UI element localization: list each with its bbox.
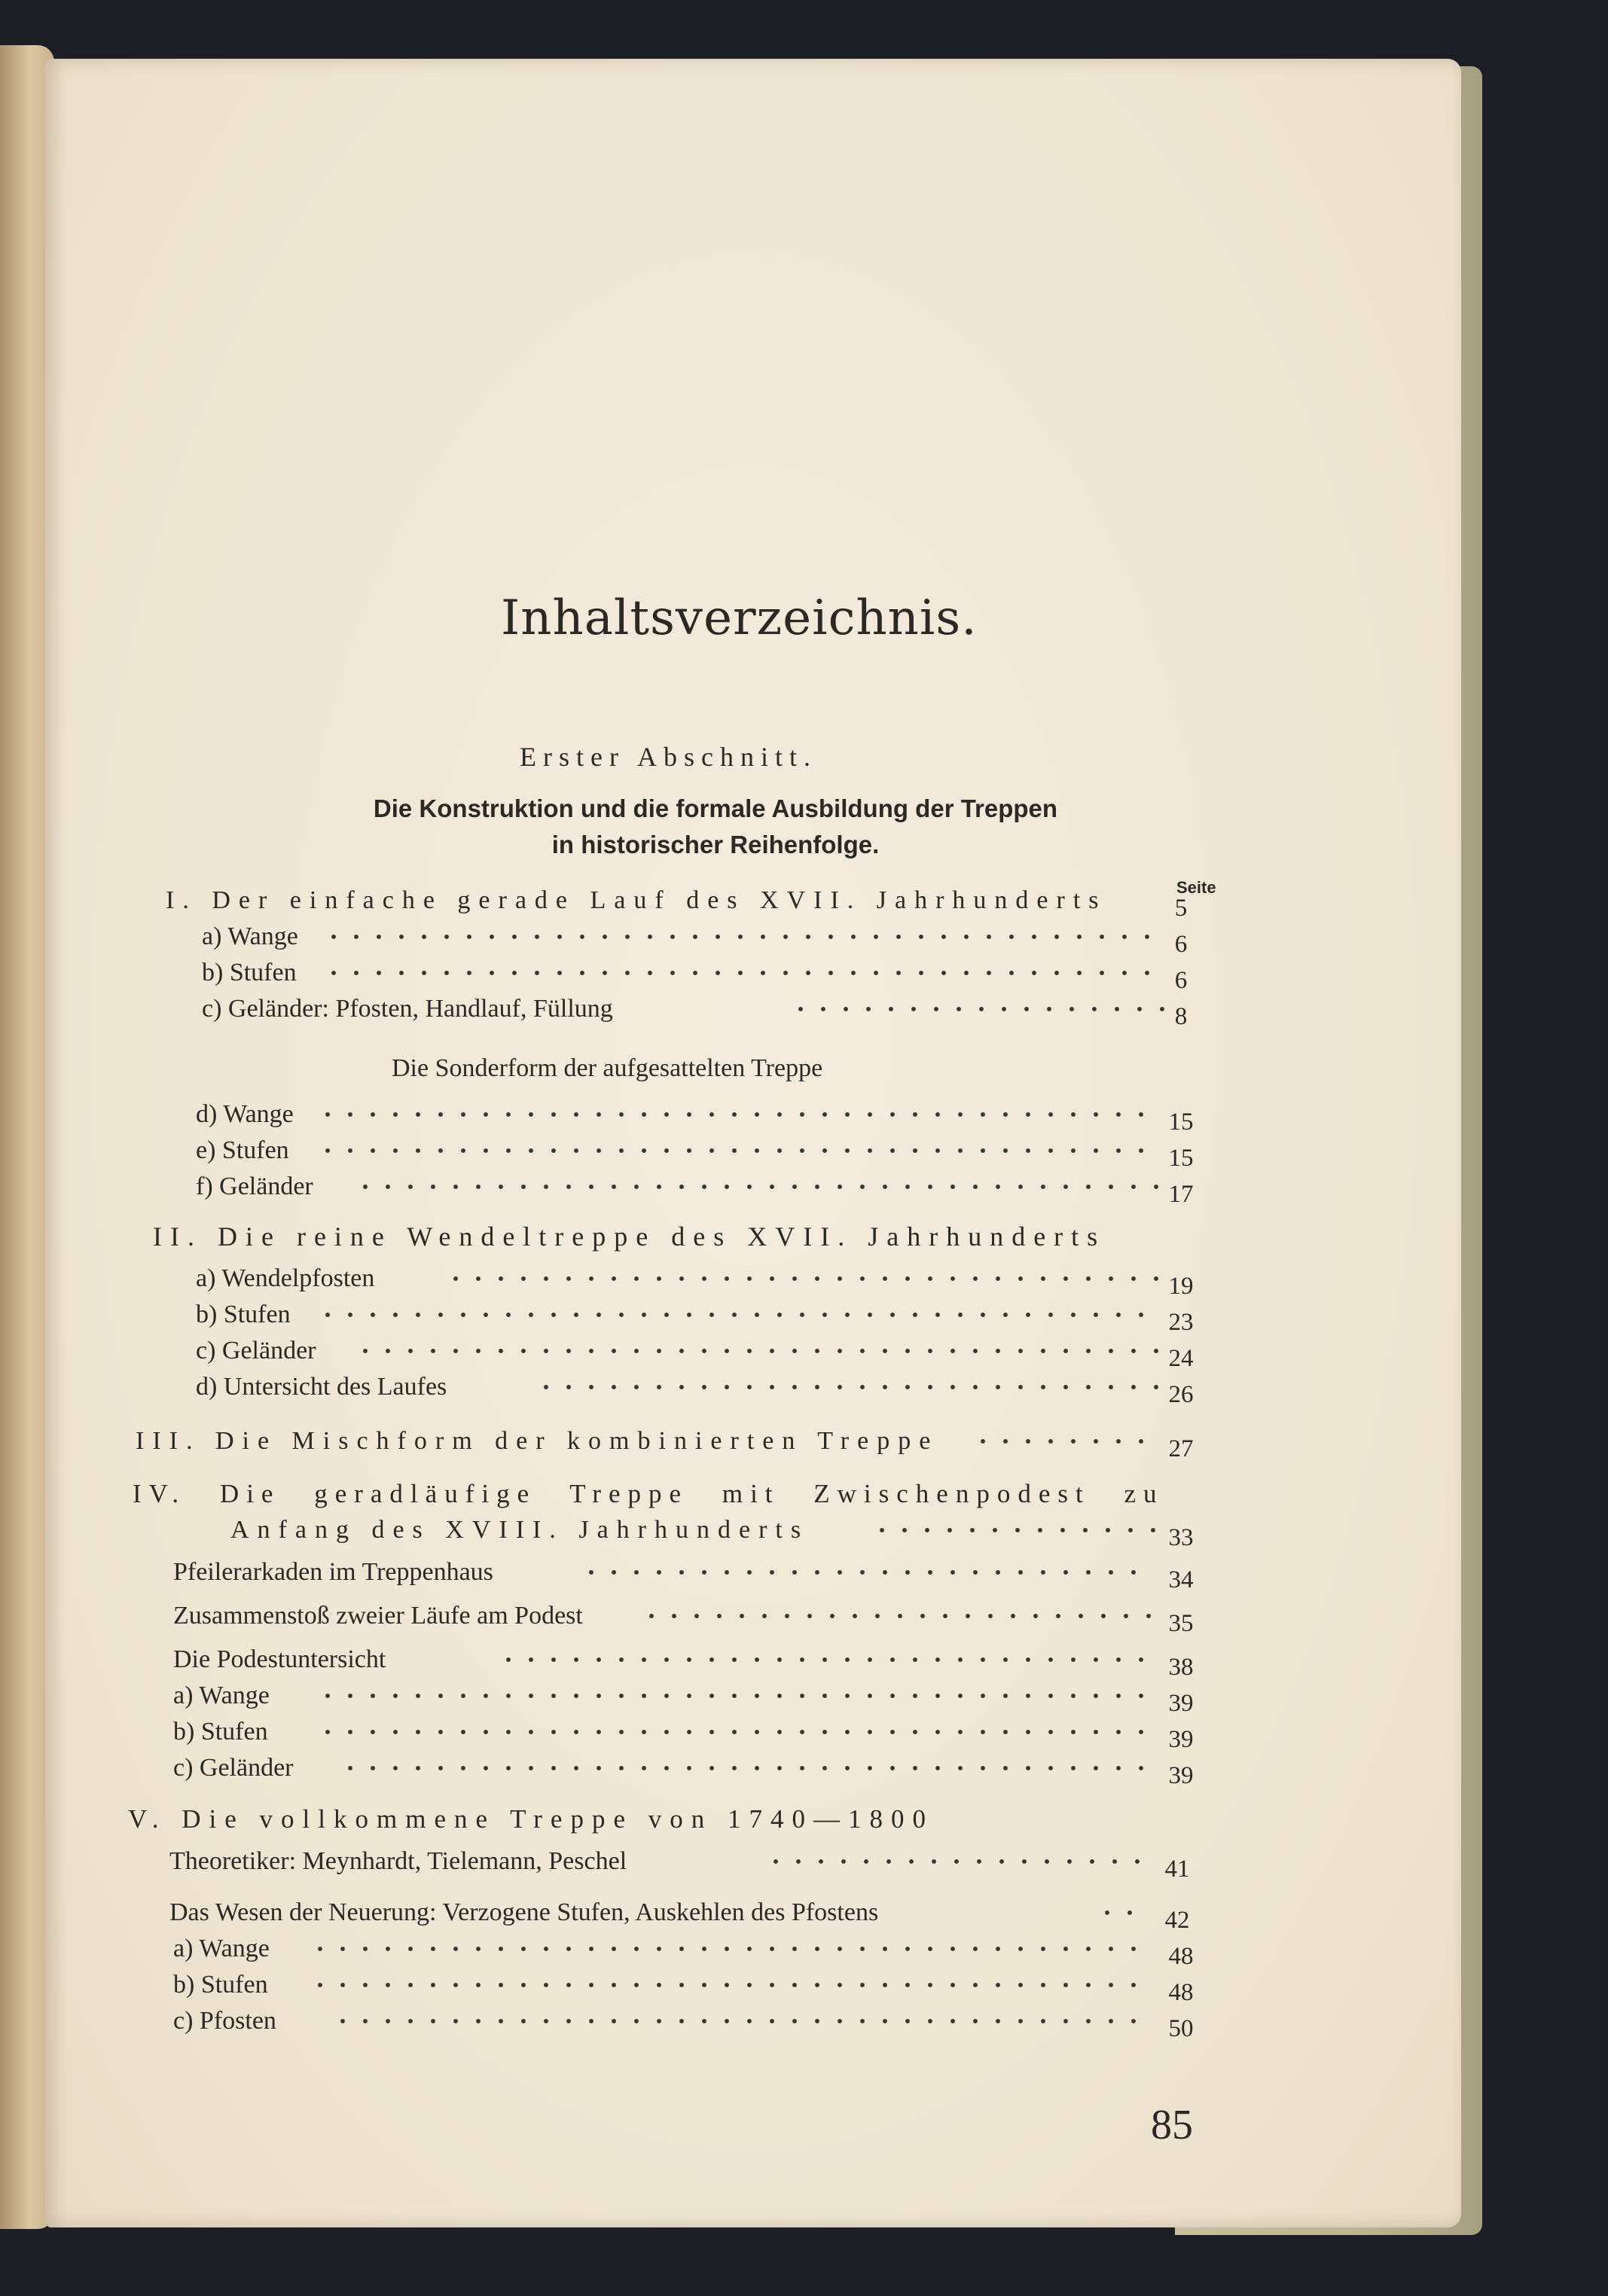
toc-entry — [196, 1333, 1198, 1372]
toc-entry-label: I. Der einfache gerade Lauf des XVII. Jahrhunderts — [166, 886, 1107, 914]
toc-entry-page: 35 — [1168, 1610, 1194, 1637]
toc-entry-label: III. Die Mischform der kombinierten Treppe — [136, 1427, 939, 1455]
toc-entry-page: 5 — [1174, 895, 1188, 922]
toc-entry-label: a) Wange — [173, 1682, 270, 1709]
toc-entry-label: Die Podestuntersicht — [173, 1645, 386, 1673]
toc-entry-page: 27 — [1168, 1435, 1194, 1462]
toc-entry-label: d) Wange — [196, 1100, 294, 1128]
toc-entry — [173, 1967, 1198, 2006]
leader-dots — [339, 1756, 1152, 1780]
toc-entry-page: 34 — [1168, 1566, 1194, 1593]
toc-entry-page: 39 — [1168, 1762, 1194, 1789]
toc-entry-page: 39 — [1168, 1690, 1194, 1717]
book-page — [45, 59, 1461, 2227]
leader-dots — [764, 1849, 1141, 1874]
toc-entry-page: 19 — [1168, 1273, 1194, 1300]
section-subtitle — [271, 791, 1160, 863]
toc-entry-label: c) Geländer — [173, 1754, 294, 1782]
toc-entry-page: 50 — [1168, 2015, 1194, 2042]
page-number: 85 — [1151, 2102, 1193, 2148]
toc-entry-label: Theoretiker: Meynhardt, Tielemann, Peschel — [169, 1847, 627, 1875]
toc-entry-page: 41 — [1164, 1855, 1190, 1883]
toc-entry — [173, 1931, 1198, 1970]
toc-entry-page: 48 — [1168, 1979, 1194, 2006]
leader-dots — [535, 1375, 1160, 1399]
leader-dots — [354, 1175, 1160, 1199]
leader-dots — [316, 1720, 1152, 1744]
leader-dots — [789, 997, 1166, 1021]
leader-dots — [316, 1102, 1160, 1127]
toc-entry-page: 48 — [1168, 1943, 1194, 1970]
leader-dots — [316, 1303, 1160, 1327]
leader-dots — [322, 961, 1166, 985]
toc-entry-label: d) Untersicht des Laufes — [196, 1373, 447, 1401]
toc-entry-label: c) Geländer: Pfosten, Handlauf, Füllung — [202, 995, 613, 1023]
toc-entry-label: a) Wange — [202, 922, 298, 950]
toc-entry-page: 15 — [1168, 1145, 1194, 1172]
leader-dots — [316, 1139, 1160, 1163]
leader-dots — [354, 1339, 1160, 1363]
toc-entry — [169, 1843, 1198, 1883]
toc-entry-label: c) Pfosten — [173, 2007, 276, 2035]
toc-chapter-heading: II. Die reine Wendeltreppe des XVII. Jahrhunderts — [153, 1221, 1106, 1252]
toc-entry — [230, 1512, 1198, 1551]
leader-dots — [1096, 1901, 1141, 1925]
toc-entry-label: Das Wesen der Neuerung: Verzogene Stufen, Auskehlen des Pfostens — [169, 1898, 879, 1926]
toc-entry-page: 39 — [1168, 1726, 1194, 1753]
leader-dots — [580, 1560, 1152, 1584]
toc-entry-label: c) Geländer — [196, 1337, 316, 1364]
toc-entry-label: Pfeilerarkaden im Treppenhaus — [173, 1558, 493, 1586]
toc-entry-label: Anfang des XVIII. Jahrhunderts — [230, 1516, 810, 1544]
leader-dots — [331, 2009, 1145, 2033]
toc-entry — [196, 1369, 1198, 1408]
toc-entry — [173, 2003, 1198, 2042]
toc-subheading: Die Sonderform der aufgesattelten Treppe — [392, 1054, 823, 1082]
toc-entry-label: a) Wendelpfosten — [196, 1264, 375, 1292]
leader-dots — [444, 1267, 1160, 1291]
toc-entry-label: Zusammenstoß zweier Läufe am Podest — [173, 1602, 583, 1630]
leader-dots — [871, 1518, 1157, 1542]
toc-entry-page: 6 — [1174, 967, 1188, 994]
toc-entry-page: 26 — [1168, 1381, 1194, 1408]
toc-entry — [173, 1750, 1198, 1789]
toc-entry — [169, 1895, 1198, 1934]
toc-entry — [173, 1678, 1198, 1717]
section-subtitle-line-1: Die Konstruktion und die formale Ausbildung der Treppen — [373, 794, 1058, 822]
leader-dots — [640, 1604, 1152, 1628]
toc-entry-page: 17 — [1168, 1181, 1194, 1208]
toc-entry-label: b) Stufen — [173, 1718, 268, 1746]
toc-chapter-heading: IV. Die geradläufige Treppe mit Zwischenpodest zu — [133, 1479, 1164, 1508]
toc-entry — [136, 1423, 1198, 1462]
toc-entry-page: 42 — [1164, 1907, 1190, 1934]
section-heading: Erster Abschnitt. — [520, 742, 817, 772]
toc-entry — [196, 1096, 1198, 1136]
toc-entry-label: b) Stufen — [202, 959, 297, 986]
toc-entry — [196, 1169, 1198, 1208]
page-title: Inhaltsverzeichnis. — [501, 590, 978, 646]
seite-column-label: Seite — [1176, 878, 1216, 897]
toc-entry-page: 23 — [1168, 1309, 1194, 1336]
toc-entry — [202, 919, 1198, 958]
toc-entry-page: 8 — [1174, 1003, 1188, 1030]
toc-entry-label: a) Wange — [173, 1935, 270, 1962]
leader-dots — [309, 1937, 1145, 1961]
toc-entry — [173, 1642, 1198, 1681]
leader-dots — [316, 1684, 1152, 1708]
section-subtitle-line-2: in historischer Reihenfolge. — [551, 831, 880, 858]
toc-entry-label: b) Stufen — [196, 1300, 291, 1328]
toc-entry — [173, 1598, 1198, 1637]
toc-entry — [202, 955, 1198, 994]
toc-entry — [196, 1297, 1198, 1336]
toc-entry — [196, 1133, 1198, 1172]
leader-dots — [972, 1429, 1160, 1453]
toc-entry-page: 38 — [1168, 1654, 1194, 1681]
toc-entry-label: f) Geländer — [196, 1172, 313, 1200]
toc-entry — [202, 991, 1198, 1030]
toc-entry — [166, 883, 1198, 922]
toc-chapter-heading: V. Die vollkommene Treppe von 1740—1800 — [128, 1804, 935, 1834]
toc-entry-label: b) Stufen — [173, 1971, 268, 1999]
toc-entry — [196, 1261, 1198, 1300]
toc-entry — [173, 1554, 1198, 1593]
leader-dots — [309, 1973, 1145, 1997]
toc-entry-label: e) Stufen — [196, 1136, 289, 1164]
toc-entry-page: 33 — [1168, 1524, 1194, 1551]
toc-entry-page: 15 — [1168, 1108, 1194, 1136]
toc-entry — [173, 1714, 1198, 1753]
toc-entry-page: 24 — [1168, 1345, 1194, 1372]
toc-entry-page: 6 — [1174, 931, 1188, 958]
leader-dots — [322, 925, 1166, 949]
leader-dots — [497, 1648, 1152, 1672]
